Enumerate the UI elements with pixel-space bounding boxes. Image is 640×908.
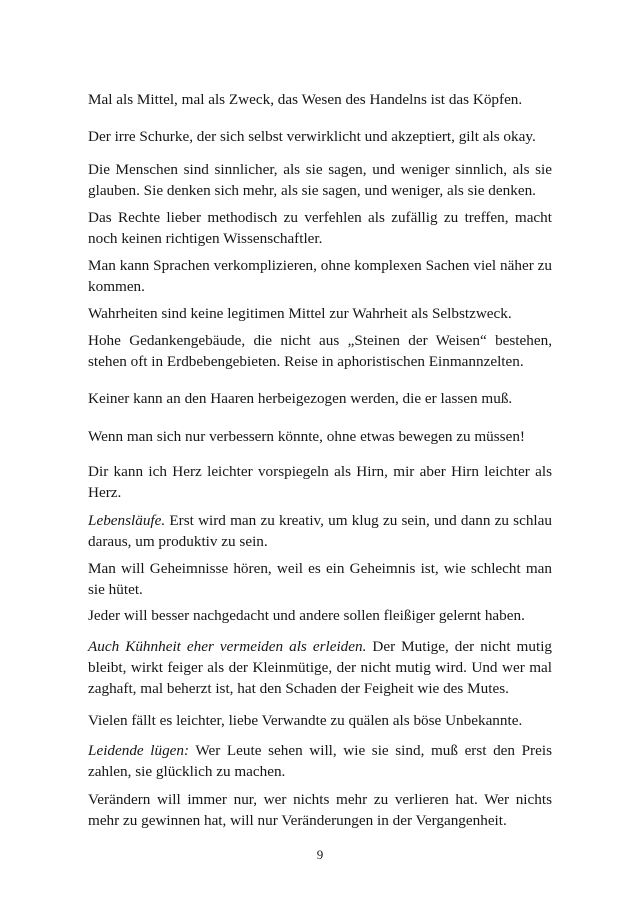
page-number: 9 xyxy=(316,847,324,862)
aphorism xyxy=(88,255,552,297)
aphorism xyxy=(88,426,552,447)
aphorism-title: Lebensläufe. xyxy=(88,512,166,529)
aphorism xyxy=(88,388,552,409)
aphorism xyxy=(88,740,552,782)
aphorism xyxy=(88,159,552,201)
aphorism-text: Jeder will besser nachgedacht und andere sollen fleißiger gelernt haben. xyxy=(88,607,525,624)
aphorism xyxy=(88,710,552,731)
aphorism-text: Mal als Mittel, mal als Zweck, das Wesen des Handelns ist das Köpfen. xyxy=(88,91,523,108)
aphorism xyxy=(88,89,552,110)
aphorism xyxy=(88,789,552,831)
aphorism-text: Man will Geheimnisse hören, weil es ein Geheimnis ist, wie schlecht man sie hütet. xyxy=(88,560,552,598)
aphorism-text: Das Rechte lieber methodisch zu verfehlen als zufällig zu treffen, macht noch keinen richtigen Wissenschaftler. xyxy=(88,209,552,247)
aphorism xyxy=(88,461,552,503)
aphorism-text: Dir kann ich Herz leichter vorspiegeln als Hirn, mir aber Hirn leichter als Herz. xyxy=(88,463,552,501)
aphorism xyxy=(88,207,552,249)
aphorism xyxy=(88,303,552,324)
aphorism-text: Wahrheiten sind keine legitimen Mittel zur Wahrheit als Selbstzweck. xyxy=(88,305,512,322)
aphorism-text: Vielen fällt es leichter, liebe Verwandte zu quälen als böse Unbekannte. xyxy=(88,712,523,729)
aphorism-title: Auch Kühnheit eher vermeiden als erleiden. xyxy=(88,638,367,655)
aphorism-text: Erst wird man zu kreativ, um klug zu sein, und dann zu schlau daraus, um produktiv zu sein. xyxy=(88,512,552,550)
aphorism-text: Der irre Schurke, der sich selbst verwirklicht und akzeptiert, gilt als okay. xyxy=(88,128,536,145)
aphorism xyxy=(88,605,552,626)
aphorism-text: Der Mutige, der nicht mutig bleibt, wirkt feiger als der Kleinmütige, der nicht mutig wird. Und wer mal zaghaft, mal beherzt ist, hat den Schaden der Feigheit wie des Mutes. xyxy=(88,638,553,697)
aphorism-text: Hohe Gedankengebäude, die nicht aus „Steinen der Weisen“ bestehen, stehen oft in Erdbebengebieten. Reise in aphoristischen Einmannzelten. xyxy=(88,332,552,370)
aphorism-text: Verändern will immer nur, wer nichts mehr zu verlieren hat. Wer nichts mehr zu gewinnen hat, will nur Veränderungen in der Vergangenheit. xyxy=(88,791,552,829)
aphorism-text: Die Menschen sind sinnlicher, als sie sagen, und weniger sinnlich, als sie glauben. Sie denken sich mehr, als sie sagen, und weniger, als sie denken. xyxy=(88,161,552,199)
aphorism-text: Man kann Sprachen verkomplizieren, ohne komplexen Sachen viel näher zu kommen. xyxy=(88,257,552,295)
aphorism-text: Wenn man sich nur verbessern könnte, ohne etwas bewegen zu müssen! xyxy=(88,428,525,445)
aphorism-text: Keiner kann an den Haaren herbeigezogen werden, die er lassen muß. xyxy=(88,390,513,407)
aphorism-text: Wer Leute sehen will, wie sie sind, muß erst den Preis zahlen, sie glücklich zu machen. xyxy=(88,742,552,780)
aphorism xyxy=(88,510,552,552)
aphorism xyxy=(88,636,552,699)
aphorism xyxy=(88,558,552,600)
aphorism-title: Leidende lügen: xyxy=(88,742,190,759)
aphorism xyxy=(88,126,552,147)
aphorism xyxy=(88,330,552,372)
